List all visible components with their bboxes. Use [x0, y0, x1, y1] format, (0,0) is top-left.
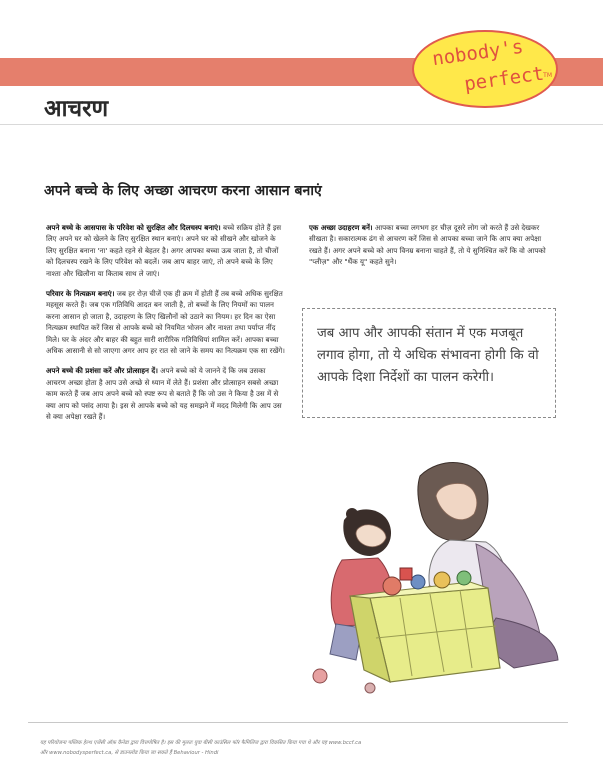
paragraph: [46, 365, 285, 422]
logo-text-line2: perfect: [462, 62, 546, 96]
paragraph: [46, 222, 285, 279]
footer-line: और www.nobodysperfect.ca, से डाउनलोड किया जा सकते हैं Behaviour - Hindi: [40, 750, 219, 756]
mother-and-child-with-toy-box-icon: [300, 448, 562, 696]
paragraph-body: आपका बच्चा लगभग हर चीज़ दूसरे लोग जो करते हैं उसे देखकर सीखता है। सकारात्मक ढंग से आचरण करें जिस से आपका बच्चा जाने कि आप क्या अपेक्षा रखते हैं। अगर अपने बच्चे को आप विनम्र बनाना चाहते हैं, तो ये सुनिश्चित करें कि वो आपको "प्लीज़" और "थैंक यू" कहते सुने।: [309, 223, 546, 267]
footer: [40, 738, 560, 758]
footer-line: यह परियोजना पब्लिक हेल्थ एजेंसी ऑफ़ कैनेडा द्वारा वित्तपोषित है। इस की मूलतः युवा बीसी काउंसिल फॉर फैमिलिज द्वारा विकसित किया गया थे और यह www.bccf.ca: [40, 740, 362, 746]
paragraph-heading: परिवार के नित्यक्रम बनाएं।: [46, 289, 115, 299]
paragraph-body: बच्चे सक्रिय होते हैं इस लिए अपने घर को खेलने के लिए सुरक्षित स्थान बनाएं। अपने घर को सीखने और खोजने के लिए सुरक्षित बनाना 'ना' कहते रहने से बेहतर है। अगर आपका बच्चा ऊब जाता है, तो चीजों को दिलचस्प रखने के लिए परिवेश को बदलें। जब आप बाहर जाएं, तो अपने बच्चे के लिए नाश्ता और खिलौना या किताब साथ ले जाएं।: [46, 223, 282, 278]
left-column: [46, 222, 285, 432]
paragraph-heading: अपने बच्चे की प्रशंसा करें और प्रोत्साहन दें।: [46, 366, 158, 376]
paragraph-body: जब हर रोज़ चीजें एक ही क्रम में होती हैं तब बच्चे अधिक सुरक्षित महसूस करते हैं। जब एक गतिविधि आदत बन जाती है, तो बच्चों के लिए नियमों का पालन करना आसान हो जाता है, उदाहरण के लिए खिलौनों को उठाने का नियम। हर दिन का ऐसा नित्यक्रम स्थापित करें जिस से आपके बच्चे को नियमित भोजन और नाश्ता तथा पर्याप्त नींद मिले। घर के अंदर और बाहर की बहुत सारी शारीरिक गतिविधियां शामिल करें। आपका बच्चा अधिक आसानी से सो जाएगा अगर आप हर रात सो जाने के समय का नित्यक्रम एक सा रखेंगे।: [46, 289, 285, 356]
logo-trademark: TM: [543, 72, 552, 79]
page-title: आचरण: [44, 96, 109, 122]
page-subtitle: अपने बच्चे के लिए अच्छा आचरण करना आसान बनाएं: [44, 183, 322, 199]
paragraph: [46, 288, 285, 356]
paragraph: [309, 222, 549, 268]
footer-divider: [28, 722, 568, 723]
pull-quote-box: [302, 308, 556, 418]
nobodys-perfect-logo: [412, 30, 558, 108]
right-column: [309, 222, 549, 277]
logo-text-line1: nobody's: [430, 35, 525, 71]
pull-quote-text: जब आप और आपकी संतान में एक मजबूत लगाव होगा, तो ये अधिक संभावना होगी कि वो आपके दिशा निर्देशों का पालन करेगी।: [317, 326, 539, 385]
paragraph-heading: एक अच्छा उदाहरण बनें।: [309, 223, 373, 232]
paragraph-heading: अपने बच्चे के आसपास के परिवेश को सुरक्षित और दिलचस्प बनाएं।: [46, 223, 221, 232]
paragraph-body: अपने बच्चे को ये जानने दें कि जब उसका आचरण अच्छा होता है आप उसे अच्छे से ध्यान में लेते हैं। प्रशंसा और प्रोत्साहन सबसे अच्छा काम करते हैं जब आप अपने बच्चे को स्पष्ट रूप से बताते हैं कि जो उस ने किया है उस में से क्या आप को पसंद आया है। इस से आपके बच्चे को यह समझने में मदद मिलेगी कि आप उस से क्या अपेक्षा रखते हैं।: [46, 366, 282, 422]
title-divider: [0, 124, 603, 125]
